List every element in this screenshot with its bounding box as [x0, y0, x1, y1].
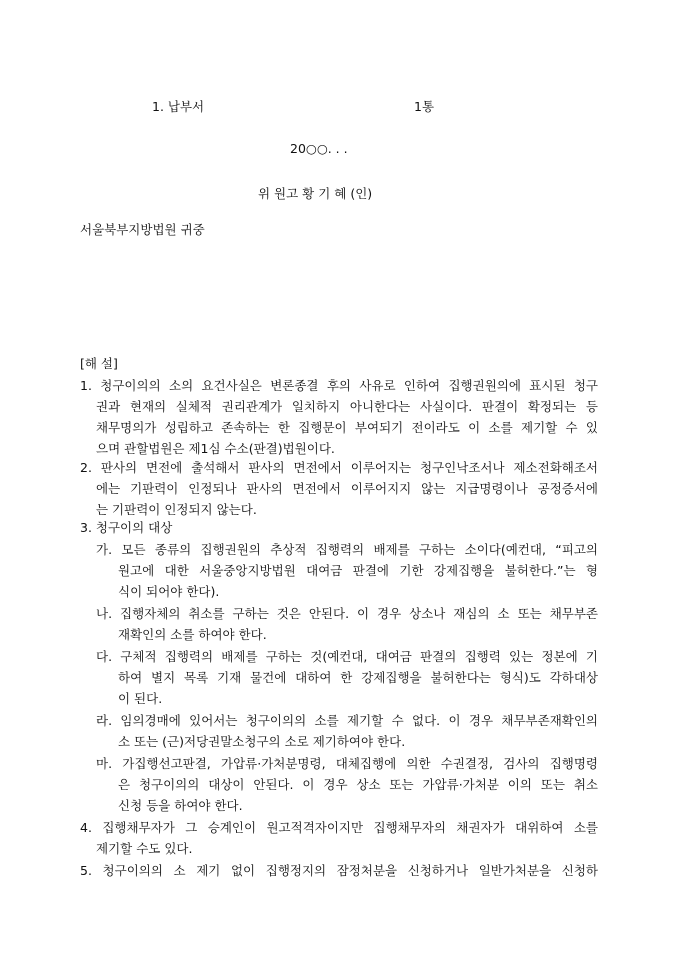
plaintiff-signature: 위 원고 황 기 혜 (인): [258, 186, 373, 201]
item-1-line-4: 으며 관할법원은 제1심 수소(판결)법원이다.: [96, 441, 335, 456]
document-date: 20○○. . .: [290, 141, 348, 156]
item-2-line-3: 는 기판력이 인정되지 않는다.: [96, 502, 257, 517]
subitem-ra-line-2: 소 또는 (근)저당권말소청구의 소로 제기하여야 한다.: [118, 734, 406, 749]
commentary-heading: [해 설]: [80, 356, 118, 371]
subitem-ga-line-2: 원고에 대한 서울중앙지방법원 대여금 판결에 기한 강제집행을 불허한다.”는 형: [118, 563, 598, 578]
item-1-line-2: 권과 현재의 실체적 권리관계가 일치하지 아니한다는 사실이다. 판결이 확정되는 등: [96, 399, 598, 414]
item-4-line-1: 4. 집행채무자가 그 승계인이 원고적격자이지만 집행채무자의 채권자가 대위하여 소를: [80, 820, 598, 835]
subitem-ma-line-3: 신청 등을 하여야 한다.: [118, 798, 243, 813]
subitem-na-line-2: 재확인의 소를 하여야 한다.: [118, 627, 267, 642]
subitem-ma-line-1: 마. 가집행선고판결, 가압류·가처분명령, 대체집행에 의한 수권결정, 검사의 집행명령: [96, 756, 598, 771]
subitem-da-line-2: 하여 별지 목록 기재 물건에 대하여 한 강제집행을 불허한다는 형식)도 각하대상: [118, 670, 598, 685]
court-addressee: 서울북부지방법원 귀중: [80, 222, 205, 237]
subitem-ma-line-2: 은 청구이의의 대상이 안된다. 이 경우 상소 또는 가압류·가처분 이의 또는 취소: [118, 777, 598, 792]
subitem-ga-line-1: 가. 모든 종류의 집행권원의 추상적 집행력의 배제를 구하는 소이다(예컨대, “피고의: [96, 542, 598, 557]
item-4-line-2: 제기할 수도 있다.: [96, 841, 193, 856]
enclosure-count: 1통: [414, 99, 435, 114]
item-2-line-2: 에는 기판력이 인정되나 판사의 면전에서 이루어지지 않는 지급명령이나 공정증서에: [96, 481, 598, 496]
item-2-line-1: 2. 판사의 면전에 출석해서 판사의 면전에서 이루어지는 청구인낙조서나 제소전화해조서: [80, 460, 598, 475]
item-3-line-1: 3. 청구이의 대상: [80, 520, 173, 535]
subitem-da-line-1: 다. 구체적 집행력의 배제를 구하는 것(예컨대, 대여금 판결의 집행력 있는 정본에 기: [96, 649, 598, 664]
item-5-line-1: 5. 청구이의의 소 제기 없이 집행정지의 잠정처분을 신청하거나 일반가처분을 신청하: [80, 863, 598, 878]
subitem-na-line-1: 나. 집행자체의 취소를 구하는 것은 안된다. 이 경우 상소나 재심의 소 또는 채무부존: [96, 606, 598, 621]
subitem-da-line-3: 이 된다.: [118, 691, 163, 706]
enclosure-item: 1. 납부서: [152, 99, 205, 114]
subitem-ra-line-1: 라. 임의경매에 있어서는 청구이의의 소를 제기할 수 없다. 이 경우 채무부존재확인의: [96, 713, 598, 728]
subitem-ga-line-3: 식이 되어야 한다).: [118, 584, 220, 599]
item-1-line-1: 1. 청구이의의 소의 요건사실은 변론종결 후의 사유로 인하여 집행권원의에 표시된 청구: [80, 378, 598, 393]
item-1-line-3: 채무명의가 성립하고 존속하는 한 집행문이 부여되기 전이라도 이 소를 제기할 수 있: [96, 420, 598, 435]
